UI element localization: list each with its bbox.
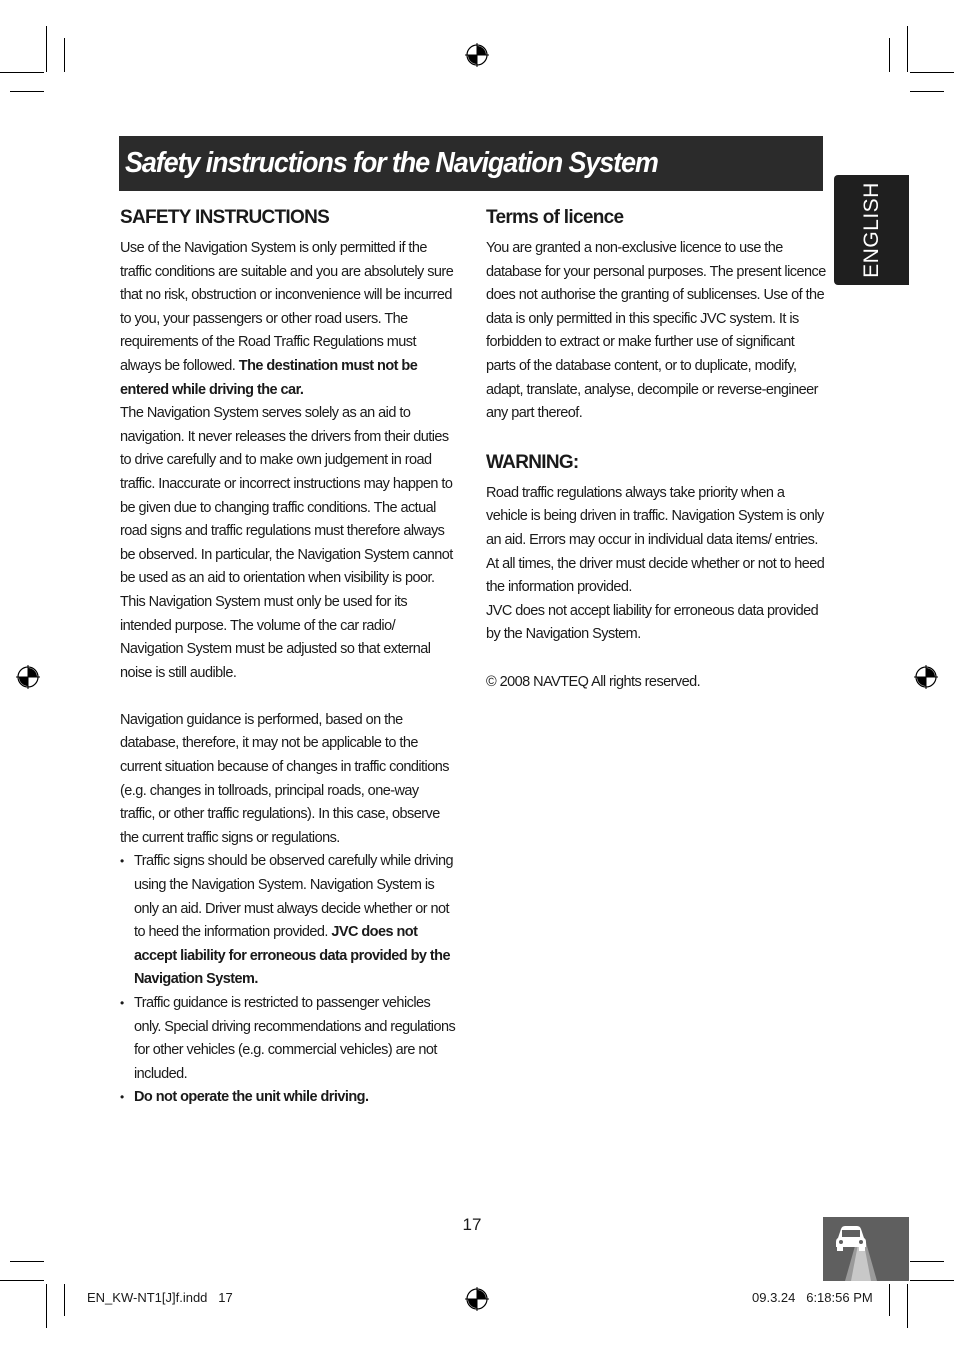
paragraph: This Navigation System must only be used for its intended purpose. The volume of the car radio/ Navigation System must be adjusted so that external noise is still audible. <box>120 593 431 681</box>
list-item-bold: Do not operate the unit while driving. <box>134 1089 369 1106</box>
list-item-text: Traffic signs should be observed carefully while driving using the Navigation System. Navigation System is only an aid. Driver must always decide whether or not to heed the information provided. <box>134 853 453 941</box>
paragraph-text: Use of the Navigation System is only permitted if the traffic conditions are suitable and you are absolutely sure that no risk, obstruction or inconvenience will be incurred to you, your passengers or other road users. The requirements of the Road Traffic Regulations must always be followed. <box>120 240 454 374</box>
list-item <box>120 1086 456 1110</box>
warning-heading: WARNING: <box>486 451 579 473</box>
copyright-notice: © 2008 NAVTEQ All rights reserved. <box>486 673 701 690</box>
list-item-bold: JVC does not accept liability for erroneous data provided by the Navigation System. <box>134 924 450 988</box>
crop-mark <box>0 72 44 73</box>
crop-mark <box>64 1284 65 1316</box>
crosshair-circle-icon <box>16 665 40 689</box>
crop-mark <box>910 1261 944 1262</box>
list-item <box>120 992 456 1086</box>
spacer <box>120 685 456 709</box>
language-tab <box>834 175 909 285</box>
crop-mark <box>64 38 65 72</box>
safety-instructions-section <box>120 205 456 1110</box>
crop-mark <box>10 1261 44 1262</box>
paragraph: The Navigation System serves solely as an aid to navigation. It never releases the drivers from their duties to drive carefully and to make own judgement in road traffic. Inaccurate or incorrect instructions may happen to be given due to changing traffic conditions. The actual road signs and traffic regulations must therefore always be observed. In particular, the Navigation System cannot be used as an aid to orientation when visibility is poor. <box>120 405 453 587</box>
car-on-road-icon <box>823 1217 909 1281</box>
paragraph: Navigation guidance is performed, based on the database, therefore, it may not be applicable to the current situation because of changes in traffic conditions (e.g. changes in tollroads, principal roads, one-way traffic, or other traffic regulations). In this case, observe the current traffic signs or regulations. <box>120 711 449 846</box>
paragraph: Road traffic regulations always take priority when a vehicle is being driven in traffic. Navigation System is only an aid. Errors may occur in individual data items/ entries. At all times, the driver must decide whether or not to heed the information provided. <box>486 484 825 596</box>
crop-mark <box>10 91 44 92</box>
crop-mark <box>46 26 47 72</box>
crop-mark <box>910 72 954 73</box>
crop-mark <box>907 1284 908 1328</box>
crosshair-circle-icon <box>465 43 489 67</box>
bold-warning-text: The destination must not be entered while driving the car. <box>120 357 418 398</box>
paragraph <box>120 237 456 402</box>
crosshair-circle-icon <box>465 1287 489 1311</box>
licence-section <box>486 205 826 694</box>
crop-mark <box>46 1284 47 1328</box>
section-heading: Terms of licence <box>486 207 624 228</box>
file-name: EN_KW-NT1[J]f.indd 17 <box>87 1290 233 1305</box>
car-on-road-icon-graphic <box>823 1217 909 1281</box>
bullet-list <box>120 850 456 1110</box>
paragraph: JVC does not accept liability for erroneous data provided by the Navigation System. <box>486 602 819 643</box>
section-heading: SAFETY INSTRUCTIONS <box>120 207 330 228</box>
paragraph: You are granted a non-exclusive licence to use the database for your personal purposes. The present licence does not authorise the granting of sublicenses. Use of the data is only permitted in this specific JVC system. It is forbidden to extract or make further use of significant parts of the database content, or to duplicate, modify, adapt, translate, analyse, decompile or reverse-engineer any part thereof. <box>486 240 826 422</box>
title-bar <box>119 136 823 191</box>
crop-mark <box>910 91 944 92</box>
list-item-text: Traffic guidance is restricted to passenger vehicles only. Special driving recommendations and regulations for other vehicles (e.g. commercial vehicles) are not included. <box>134 995 456 1082</box>
page-title: Safety instructions for the Navigation System <box>125 147 658 179</box>
crop-mark <box>0 1280 44 1281</box>
crop-mark <box>910 1280 954 1281</box>
language-tab-label: ENGLISH <box>859 182 883 278</box>
timestamp: 09.3.24 6:18:56 PM <box>752 1290 873 1305</box>
crop-mark <box>907 26 908 72</box>
page-number: 17 <box>462 1215 482 1234</box>
crop-mark <box>889 1284 890 1316</box>
spacer <box>486 647 826 671</box>
list-item <box>120 850 456 992</box>
spacer <box>486 426 826 450</box>
crop-mark <box>889 38 890 72</box>
crosshair-circle-icon <box>914 665 938 689</box>
